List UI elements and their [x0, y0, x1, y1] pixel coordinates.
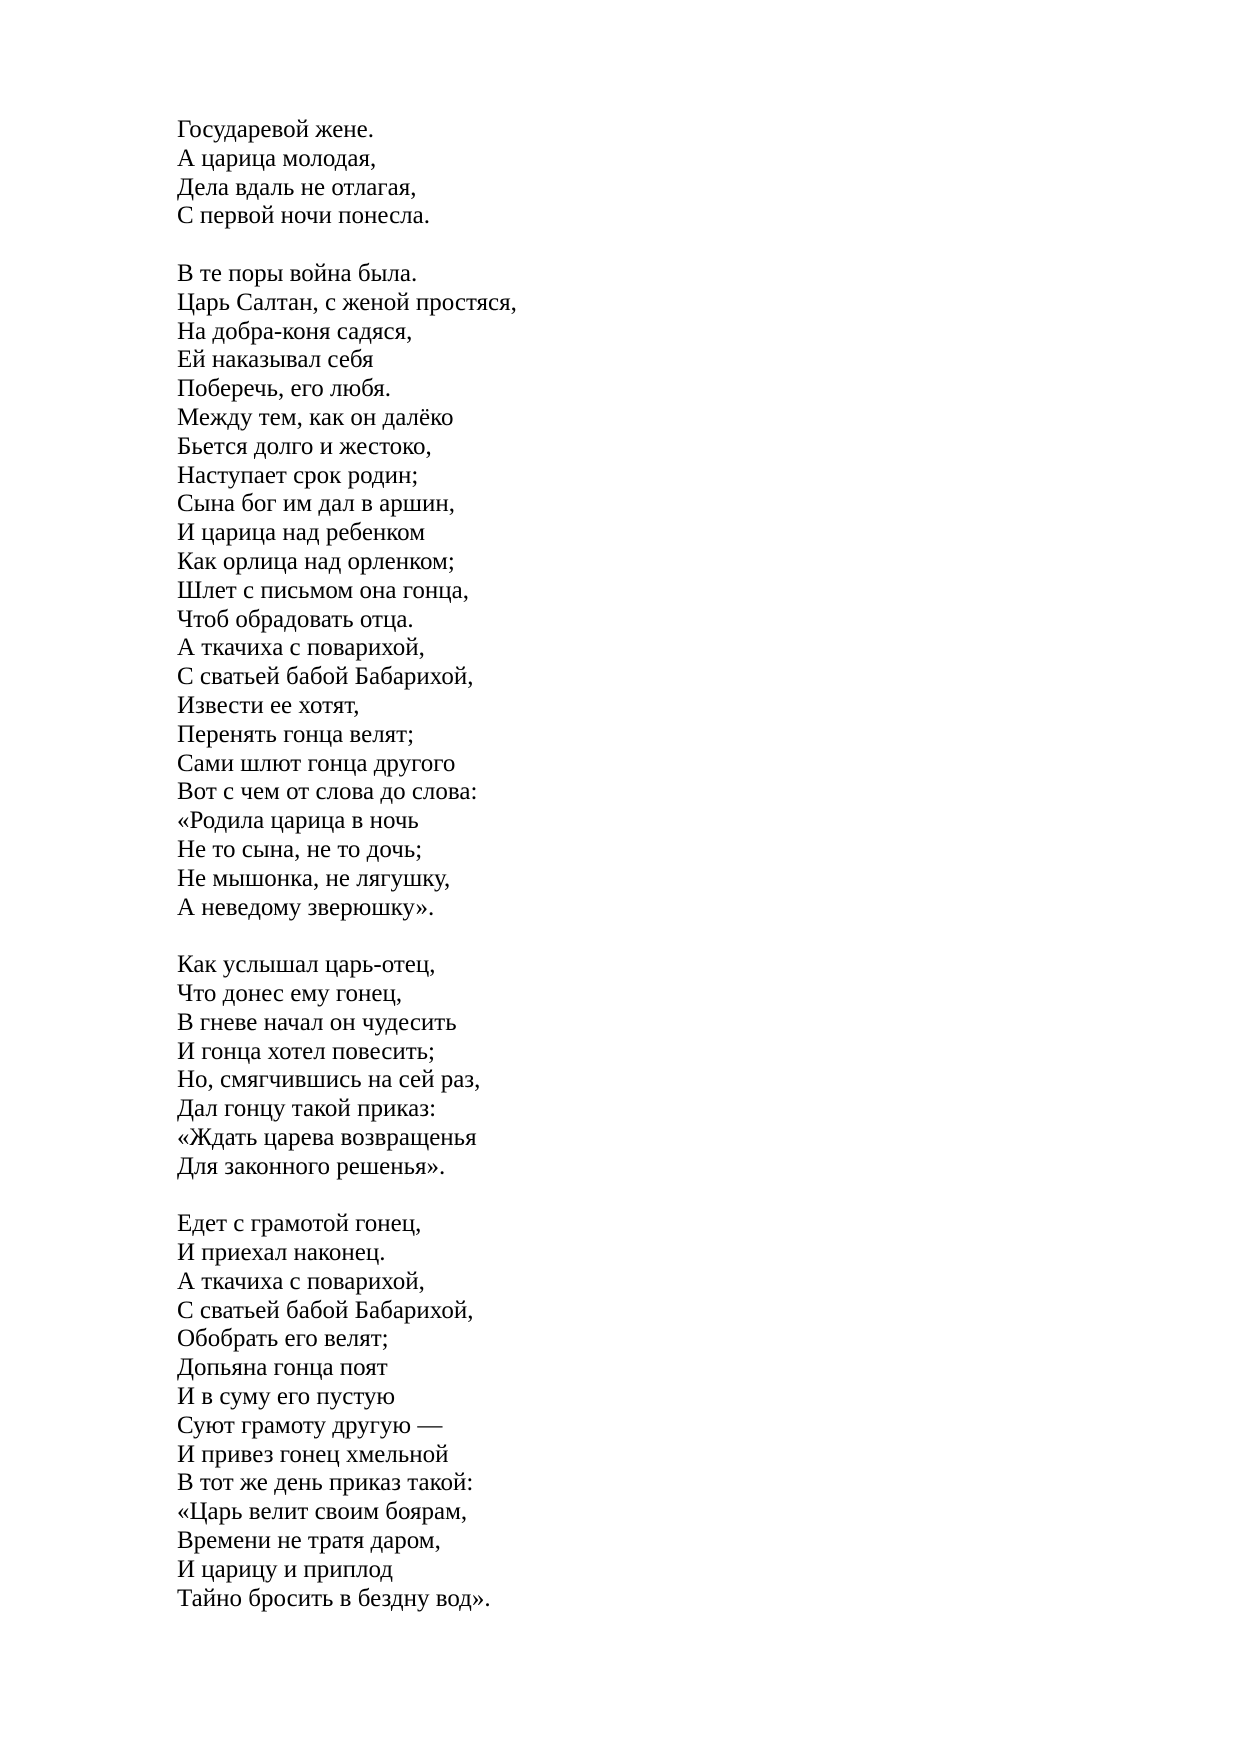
poem-line: «Царь велит своим боярам, [177, 1498, 468, 1526]
poem-line: И царицу и приплод [177, 1555, 394, 1583]
poem-line: И в суму его пустую [177, 1383, 396, 1411]
poem-line: С первой ночи понесла. [177, 202, 430, 230]
poem-line: Сами шлют гонца другого [177, 749, 456, 777]
stanza [177, 260, 1141, 922]
poem-line: А ткачиха с поварихой, [177, 1267, 425, 1295]
poem-line: Допьяна гонца поят [177, 1354, 388, 1382]
poem-line: Как орлица над орленком; [177, 547, 455, 575]
poem-line: Государевой жене. [177, 116, 375, 143]
poem-line: А царица молодая, [177, 144, 377, 172]
poem-text [177, 116, 1141, 1613]
stanza [177, 116, 1141, 231]
poem-line: Царь Салтан, с женой простяся, [177, 288, 517, 316]
poem-line: Но, смягчившись на сей раз, [177, 1066, 481, 1094]
poem-line: В тот же день приказ такой: [177, 1469, 474, 1497]
poem-line: Едет с грамотой гонец, [177, 1210, 422, 1238]
stanza [177, 951, 1141, 1181]
poem-line: Времени не тратя даром, [177, 1527, 441, 1555]
poem-line: «Родила царица в ночь [177, 807, 419, 835]
poem-line: Сына бог им дал в аршин, [177, 490, 456, 518]
poem-line: А ткачиха с поварихой, [177, 634, 425, 662]
poem-line: Не мышонка, не лягушку, [177, 864, 451, 892]
poem-line: «Ждать царева возвращенья [177, 1123, 477, 1151]
poem-line: Поберечь, его любя. [177, 375, 391, 403]
poem-line: Вот с чем от слова до слова: [177, 778, 478, 806]
poem-line: Дал гонцу такой приказ: [177, 1095, 437, 1123]
poem-line: Тайно бросить в бездну вод». [177, 1584, 491, 1612]
poem-line: С сватьей бабой Бабарихой, [177, 663, 474, 691]
poem-line: А неведому зверюшку». [177, 893, 435, 921]
poem-line: И приехал наконец. [177, 1239, 386, 1267]
poem-line: С сватьей бабой Бабарихой, [177, 1296, 474, 1324]
poem-line: Шлет с письмом она гонца, [177, 576, 469, 604]
stanza [177, 1210, 1141, 1613]
poem-line: Что донес ему гонец, [177, 979, 403, 1007]
poem-line: Перенять гонца велят; [177, 720, 415, 748]
poem-line: Суют грамоту другую — [177, 1411, 443, 1439]
poem-line: Как услышал царь-отец, [177, 951, 436, 979]
poem-line: Чтоб обрадовать отца. [177, 605, 414, 633]
poem-line: И царица над ребенком [177, 519, 426, 547]
poem-line: В гневе начал он чудесить [177, 1008, 457, 1036]
poem-line: И привез гонец хмельной [177, 1440, 449, 1468]
poem-line: Дела вдаль не отлагая, [177, 173, 417, 201]
poem-line: Не то сына, не то дочь; [177, 835, 423, 863]
poem-line: На добра-коня садяся, [177, 317, 413, 345]
poem-line: Обобрать его велят; [177, 1325, 389, 1353]
poem-line: Наступает срок родин; [177, 461, 419, 489]
poem-line: Ей наказывал себя [177, 346, 374, 374]
poem-line: В те поры война была. [177, 259, 418, 287]
poem-line: Извести ее хотят, [177, 691, 360, 719]
poem-line: Для законного решенья». [177, 1152, 446, 1180]
poem-line: Бьется долго и жестоко, [177, 432, 432, 460]
poem-line: И гонца хотел повесить; [177, 1037, 436, 1065]
poem-line: Между тем, как он далёко [177, 403, 454, 431]
